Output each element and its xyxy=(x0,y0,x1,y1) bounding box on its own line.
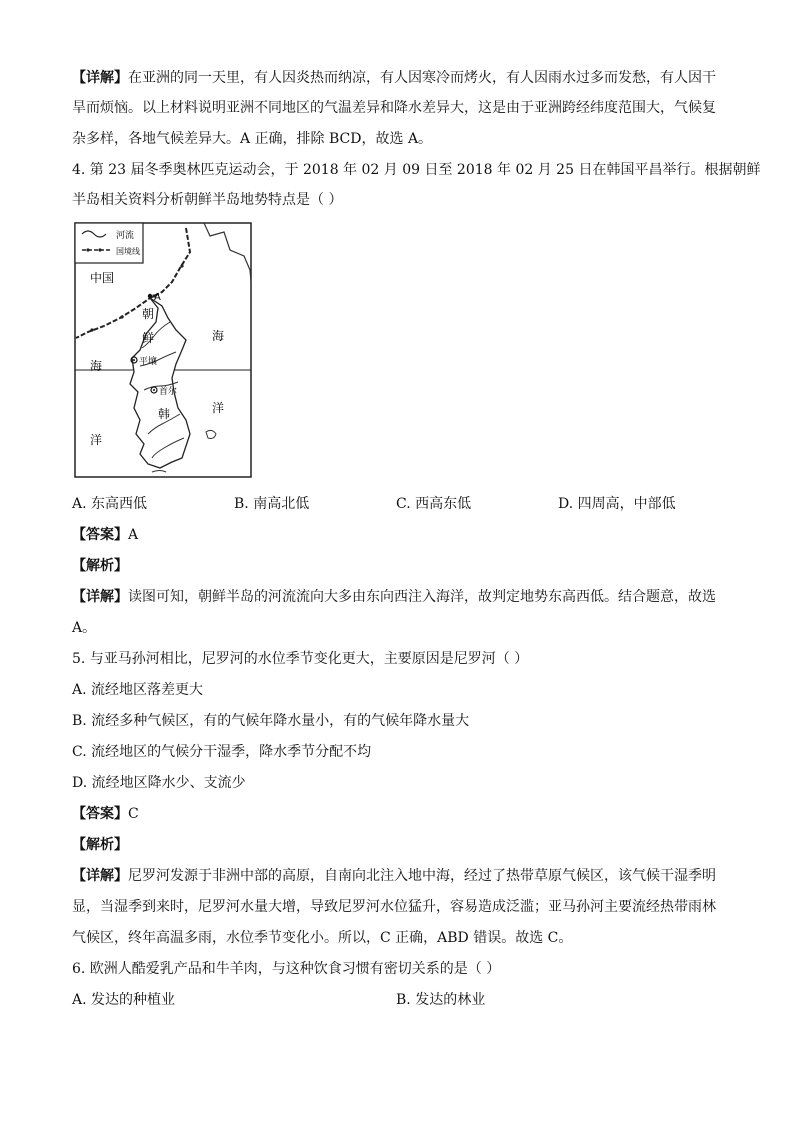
q6-stem: 6. 欧洲人酷爱乳产品和牛羊肉，与这种饮食习惯有密切关系的是（ ） xyxy=(72,961,501,977)
q4-stem-line-2: 半岛相关资料分析朝鲜半岛地势特点是（ ） xyxy=(72,192,343,208)
legend-river-label: 河流 xyxy=(116,231,135,241)
sea-right-label-2: 洋 xyxy=(212,401,225,415)
q4-option-b: B. 南高北低 xyxy=(234,496,310,512)
q4-analysis-label: 【解析】 xyxy=(72,558,128,574)
sea-left-label-1: 海 xyxy=(90,359,103,373)
q5-stem: 5. 与亚马孙河相比，尼罗河的水位季节变化更大，主要原因是尼罗河（ ） xyxy=(72,651,529,667)
sea-right-label-1: 海 xyxy=(212,329,225,343)
q3-detail-line-1: 【详解】在亚洲的同一天里，有人因炎热而纳凉，有人因寒冷而烤火，有人因雨水过多而发愁，有人因干 xyxy=(72,70,716,86)
pyongyang-label: 平壤 xyxy=(139,357,158,367)
q4-stem-line-1: 4. 第 23 届冬季奥林匹克运动会，于 2018 年 02 月 09 日至 2018 年 02 月 25 日在韩国平昌举行。根据朝鲜 xyxy=(72,162,761,178)
q4-option-d: D. 四周高，中部低 xyxy=(558,496,676,512)
korean-peninsula-map xyxy=(74,222,252,478)
q5-detail-line-1: 【详解】尼罗河发源于非洲中部的高原，自南向北注入地中海，经过了热带草原气候区，该气候干湿季明 xyxy=(72,868,716,884)
china-label: 中国 xyxy=(90,271,115,285)
q4-option-a: A. 东高西低 xyxy=(72,496,148,512)
q5-detail-line-3: 气候区，终年高温多雨，水位季节变化小。所以，C 正确，ABD 错误。故选 C。 xyxy=(72,930,573,946)
q5-answer: 【答案】C xyxy=(72,806,139,822)
q5-option-b: B. 流经多种气候区，有的气候年降水量小，有的气候年降水量大 xyxy=(72,713,470,729)
legend-border-label: 国境线 xyxy=(116,247,140,256)
q3-detail-label: 【详解】 xyxy=(72,70,128,86)
q4-answer: 【答案】A xyxy=(72,527,139,543)
rok-label: 韩 xyxy=(158,407,171,421)
dprk-label-2: 鲜 xyxy=(142,331,155,345)
q3-detail-line-2: 旱而烦恼。以上材料说明亚洲不同地区的气温差异和降水差异大，这是由于亚洲跨经纬度范围大，气候复 xyxy=(72,100,716,116)
seoul-label: 首尔 xyxy=(159,387,178,397)
q6-option-b: B. 发达的林业 xyxy=(396,992,486,1008)
q4-detail-line-1: 【详解】读图可知，朝鲜半岛的河流流向大多由东向西注入海洋，故判定地势东高西低。结合题意，故选 xyxy=(72,589,716,605)
point-a-label: A xyxy=(154,292,161,303)
dprk-label-1: 朝 xyxy=(142,307,155,321)
q4-detail-line-2: A。 xyxy=(72,620,97,636)
q5-option-c: C. 流经地区的气候分干湿季，降水季节分配不均 xyxy=(72,744,372,760)
q5-detail-line-2: 显，当湿季到来时，尼罗河水量大增，导致尼罗河水位猛升，容易造成泛滥；亚马孙河主要流经热带雨林 xyxy=(72,899,716,915)
q3-detail-line-3: 杂多样，各地气候差异大。A 正确，排除 BCD，故选 A。 xyxy=(72,131,433,147)
q6-option-a: A. 发达的种植业 xyxy=(72,992,176,1008)
sea-left-label-2: 洋 xyxy=(90,433,103,447)
q4-option-c: C. 西高东低 xyxy=(396,496,472,512)
q5-option-d: D. 流经地区降水少、支流少 xyxy=(72,775,246,791)
q5-analysis-label: 【解析】 xyxy=(72,837,128,853)
q5-option-a: A. 流经地区落差更大 xyxy=(72,682,204,698)
